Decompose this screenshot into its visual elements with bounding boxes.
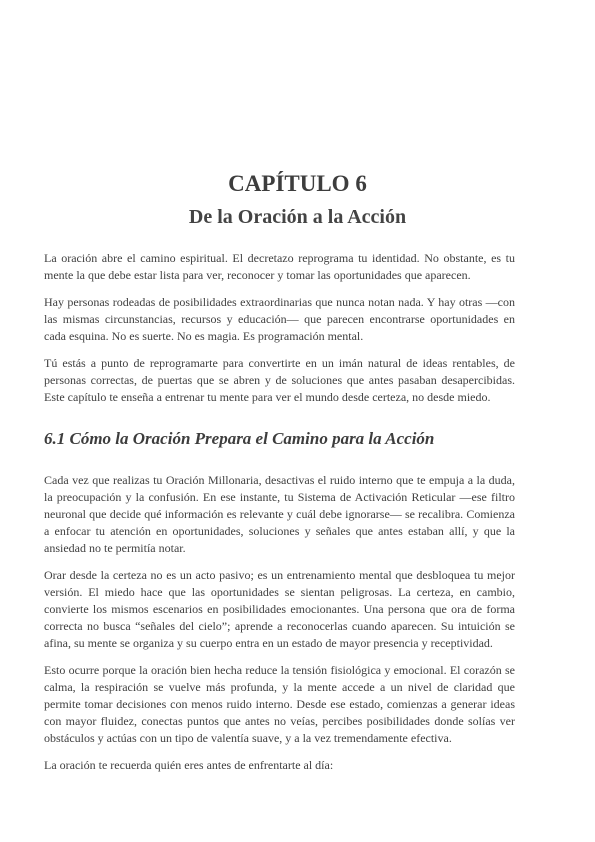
section-heading: 6.1 Cómo la Oración Prepara el Camino para la Acción xyxy=(44,429,435,448)
section-paragraph-3: Esto ocurre porque la oración bien hecha reduce la tensión fisiológica y emocional. El corazón se calma, la respiración se vuelve más profunda, y la mente accede a un nivel de claridad que permite tomar decisiones con menos ruido interno. Desde ese estado, comienzas a generar ideas con mayor fluidez, conectas puntos que antes no veías, percibes posibilidades donde solías ver obstáculos y actúas con un tipo de valentía suave, y a la vez tremendamente efectiva. xyxy=(44,663,515,745)
chapter-subtitle: De la Oración a la Acción xyxy=(188,206,407,228)
section-paragraph-4: La oración te recuerda quién eres antes de enfrentarte al día: xyxy=(44,758,334,772)
section-paragraph-1: Cada vez que realizas tu Oración Millonaria, desactivas el ruido interno que te empuja a la duda, la preocupación y la confusión. En ese instante, tu Sistema de Activación Reticular —ese filtro neuronal que decide qué información es relevante y cuál debe ignorarse— se recalibra. Comienza a enfocar tu atención en oportunidades, soluciones y señales que antes estaban allí, y que la ansiedad no te permitía notar. xyxy=(44,473,515,555)
intro-paragraph-3: Tú estás a punto de reprogramarte para convertirte en un imán natural de ideas rentables, de personas correctas, de puertas que se abren y de soluciones que antes pasaban desapercibidas. Este capítulo te enseña a entrenar tu mente para ver el mundo desde certeza, no desde miedo. xyxy=(44,356,515,404)
chapter-title: CAPÍTULO 6 xyxy=(228,171,367,196)
intro-paragraph-2: Hay personas rodeadas de posibilidades extraordinarias que nunca notan nada. Y hay otras —con las mismas circunstancias, recursos y educación— que parecen encontrarse oportunidades en cada esquina. No es suerte. No es magia. Es programación mental. xyxy=(44,295,515,343)
document-body xyxy=(44,250,515,784)
section-paragraph-2: Orar desde la certeza no es un acto pasivo; es un entrenamiento mental que desbloquea tu mejor versión. El miedo hace que las oportunidades se sientan peligrosas. La certeza, en cambio, convierte los mismos escenarios en posibilidades emocionantes. Una persona que ora de forma correcta no busca “señales del cielo”; aprende a reconocerlas cuando aparecen. Su intuición se afina, su mente se organiza y su cuerpo entra en un estado de mayor presencia y receptividad. xyxy=(44,568,515,650)
intro-paragraph-1: La oración abre el camino espiritual. El decretazo reprograma tu identidad. No obstante, es tu mente la que debe estar lista para ver, reconocer y tomar las oportunidades que aparecen. xyxy=(44,251,515,282)
